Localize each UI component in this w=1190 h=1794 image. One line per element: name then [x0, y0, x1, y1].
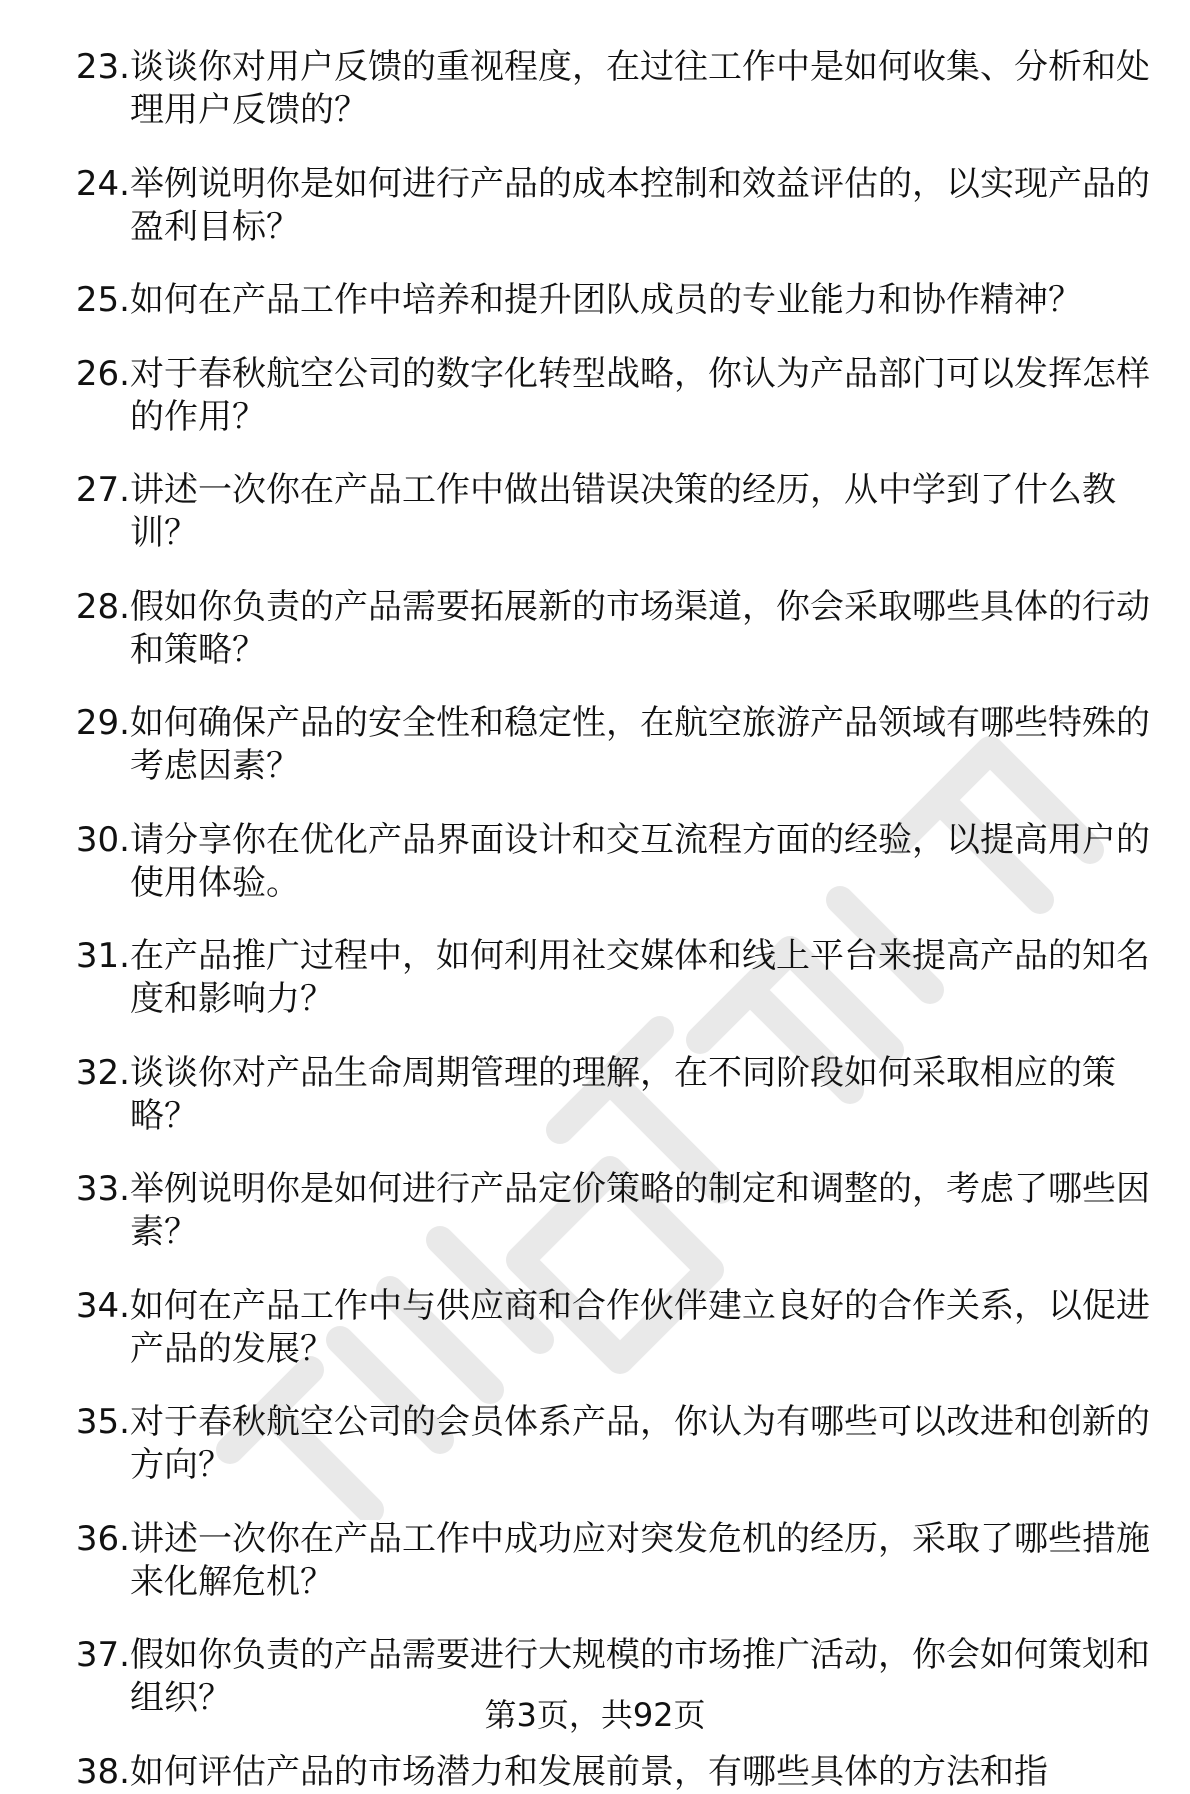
question-item [58, 279, 1158, 322]
question-item [58, 1168, 1158, 1254]
question-item [58, 702, 1158, 788]
question-text: 请分享你在优化产品界面设计和交互流程方面的经验，以提高用户的使用体验。 [130, 819, 1150, 903]
question-number: 28. [75, 586, 130, 627]
question-list [58, 46, 1158, 1794]
question-text: 谈谈你对用户反馈的重视程度，在过往工作中是如何收集、分析和处理用户反馈的？ [130, 47, 1150, 130]
question-number: 23. [75, 47, 130, 87]
question-text: 对于春秋航空公司的会员体系产品，你认为有哪些可以改进和创新的方向？ [130, 1402, 1150, 1485]
question-number: 25. [75, 280, 130, 320]
question-number: 32. [75, 1052, 130, 1093]
question-item [58, 586, 1158, 672]
question-item [58, 1751, 1158, 1794]
question-text: 谈谈你对产品生命周期管理的理解，在不同阶段如何采取相应的策略？ [130, 1052, 1116, 1136]
question-text: 举例说明你是如何进行产品的成本控制和效益评估的，以实现产品的盈利目标？ [130, 163, 1150, 247]
question-item [58, 469, 1158, 555]
question-item [58, 819, 1158, 905]
question-text: 讲述一次你在产品工作中做出错误决策的经历，从中学到了什么教训？ [130, 470, 1116, 553]
question-number: 38. [75, 1751, 130, 1792]
question-text: 假如你负责的产品需要进行大规模的市场推广活动，你会如何策划和组织？ [130, 1635, 1150, 1718]
question-item [58, 46, 1158, 132]
question-number: 33. [75, 1169, 130, 1209]
question-text: 在产品推广过程中，如何利用社交媒体和线上平台来提高产品的知名度和影响力？ [130, 936, 1150, 1019]
page-number-label: 第3页，共92页 [484, 1696, 706, 1734]
question-text: 如何评估产品的市场潜力和发展前景，有哪些具体的方法和指 [130, 1751, 1048, 1792]
question-number: 26. [75, 353, 130, 394]
question-item [58, 935, 1158, 1021]
question-item [58, 353, 1158, 439]
question-item [58, 1518, 1158, 1604]
question-number: 31. [75, 936, 130, 976]
question-item [58, 1401, 1158, 1487]
question-number: 27. [75, 470, 130, 510]
question-number: 35. [75, 1402, 130, 1442]
question-text: 举例说明你是如何进行产品定价策略的制定和调整的，考虑了哪些因素？ [130, 1169, 1150, 1252]
question-number: 29. [75, 703, 130, 743]
question-text: 讲述一次你在产品工作中成功应对突发危机的经历，采取了哪些措施来化解危机？ [130, 1518, 1150, 1602]
question-item [58, 1285, 1158, 1371]
question-number: 24. [75, 163, 130, 204]
question-number: 34. [75, 1285, 130, 1326]
question-number: 37. [75, 1635, 130, 1675]
question-text: 假如你负责的产品需要拓展新的市场渠道，你会采取哪些具体的行动和策略？ [130, 586, 1150, 670]
question-text: 如何在产品工作中与供应商和合作伙伴建立良好的合作关系，以促进产品的发展？ [130, 1285, 1150, 1369]
page-footer [0, 1695, 1190, 1735]
question-text: 如何确保产品的安全性和稳定性，在航空旅游产品领域有哪些特殊的考虑因素？ [130, 703, 1150, 786]
question-text: 如何在产品工作中培养和提升团队成员的专业能力和协作精神？ [130, 280, 1082, 320]
question-text: 对于春秋航空公司的数字化转型战略，你认为产品部门可以发挥怎样的作用？ [130, 353, 1150, 437]
question-number: 36. [75, 1518, 130, 1559]
question-number: 30. [75, 819, 130, 860]
question-item [58, 1052, 1158, 1138]
question-item [58, 163, 1158, 249]
